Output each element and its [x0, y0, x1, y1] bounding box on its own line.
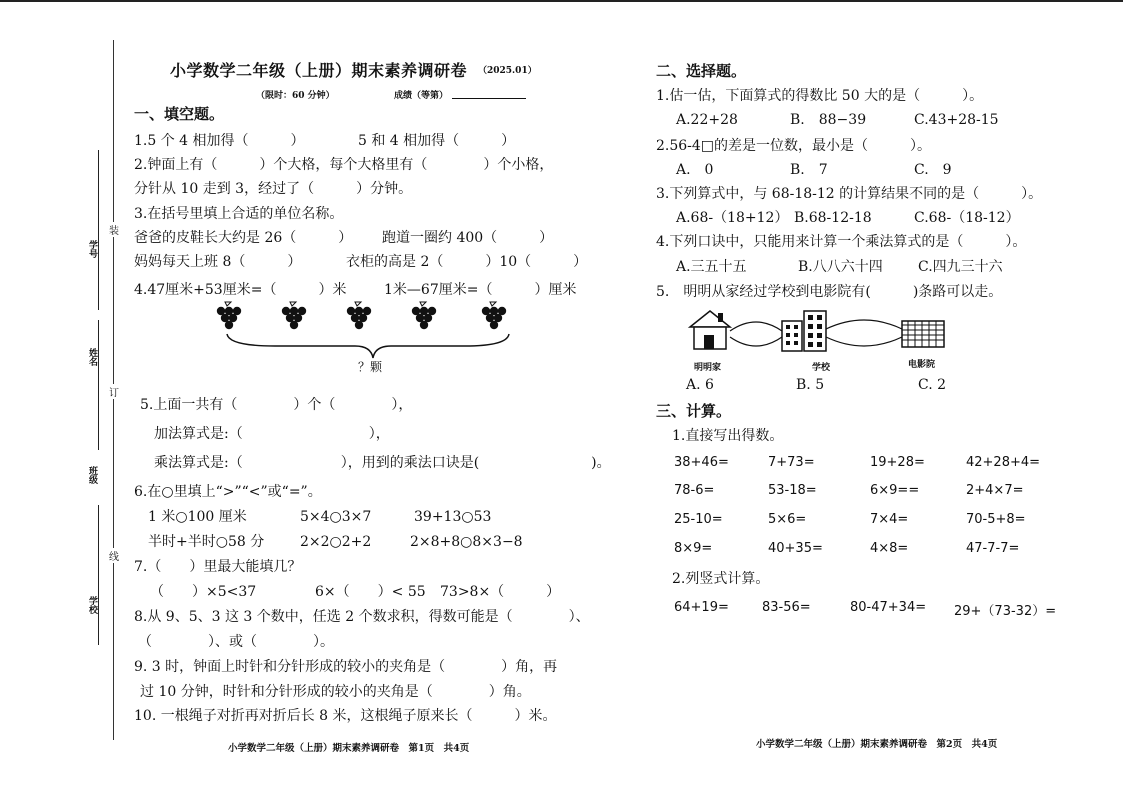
- top-border: [0, 0, 1123, 2]
- q6-r1c: 39+13○53: [414, 509, 492, 525]
- exam-title: 小学数学二年级（上册）期末素养调研卷: [170, 61, 468, 80]
- q1-a: 1.5 个 4 相加得（ ）: [134, 133, 305, 149]
- c3-option-c: C.68-（18-12）: [914, 210, 1020, 226]
- q5-line3: 乘法算式是:（ ），用到的乘法口诀是( )。: [154, 455, 611, 471]
- calc-item: 47-7-7=: [966, 541, 1020, 556]
- binding-blank-1: [98, 150, 99, 310]
- q7-line1: 7.（ ）里最大能填几？: [134, 559, 302, 575]
- grapes-illustration: [215, 298, 555, 368]
- q7-b: 6×（ ）< 55: [315, 584, 426, 600]
- q1-b: 5 和 4 相加得（ ）: [358, 133, 516, 149]
- q7-c: 73>8×（ ）: [440, 584, 561, 600]
- c5-option-c: C. 2: [918, 377, 947, 393]
- q3-row1b: 跑道一圈约 400（ ）: [382, 230, 554, 246]
- c3-option-a: A.68-（18+12）: [676, 210, 789, 226]
- calc-item: 6×9==: [870, 483, 920, 498]
- binding-blank-2: [98, 320, 99, 450]
- q3-row1a: 爸爸的皮鞋长大约是 26（ ）: [134, 230, 353, 246]
- binding-blank-3: [98, 505, 99, 645]
- house-icon: [690, 311, 730, 349]
- vertical-calc-item: 83-56=: [762, 600, 811, 615]
- calc-item: 40+35=: [768, 541, 823, 556]
- route-school-label: 学校: [812, 363, 831, 373]
- section-calculation-title: 三、计算。: [656, 402, 732, 420]
- left-footer: 小学数学二年级（上册）期末素养调研卷 第1页 共4页: [228, 743, 470, 754]
- c4-question: 4.下列口诀中，只能用来计算一个乘法算式的是（ ）。: [656, 234, 1027, 250]
- c2-option-c: C. 9: [914, 162, 952, 178]
- q2-line1: 2.钟面上有（ ）个大格，每个大格里有（ ）个小格，: [134, 157, 554, 173]
- grape-bunch-icon: [217, 302, 241, 329]
- q8-line2: （ ）、或（ ）。: [138, 634, 334, 650]
- right-footer: 小学数学二年级（上册）期末素养调研卷 第2页 共4页: [756, 739, 998, 750]
- score-label: 成绩（等第）: [394, 91, 449, 101]
- cinema-icon: [902, 321, 944, 347]
- school-icon: [782, 311, 826, 351]
- q6-r2c: 2×8+8○8×3−8: [410, 534, 523, 550]
- q5-line2: 加法算式是:（ ），: [154, 426, 390, 442]
- calc-item: 42+28+4=: [966, 455, 1041, 470]
- section-choice-title: 二、选择题。: [656, 62, 747, 80]
- vertical-calc-item: 64+19=: [674, 600, 729, 615]
- calc-item: 38+46=: [674, 455, 729, 470]
- q9-line1: 9. 3 时，钟面上时针和分针形成的较小的夹角是（ ）角，再: [134, 659, 558, 675]
- c3-question: 3.下列算式中，与 68-18-12 的计算结果不同的是（ ）。: [656, 186, 1043, 202]
- c4-option-b: B.八八六十四: [798, 259, 883, 275]
- c3-option-b: B.68-12-18: [794, 210, 872, 226]
- q3-row2b: 衣柜的高是 2（ ）10（ ）: [346, 254, 588, 270]
- c2-option-a: A. 0: [676, 162, 714, 178]
- q5-line1: 5.上面一共有（ ）个（ ），: [140, 397, 413, 413]
- calc-item: 25-10=: [674, 512, 723, 527]
- calc-item: 19+28=: [870, 455, 925, 470]
- c1-option-b: B. 88−39: [790, 112, 867, 128]
- time-limit: （限时：60 分钟）: [256, 91, 335, 101]
- q3-row2a: 妈妈每天上班 8（ ）: [134, 254, 302, 270]
- binding-mark-zhuang: 装: [109, 222, 119, 237]
- q6-r1a: 1 米○100 厘米: [148, 509, 247, 525]
- binding-mark-xian: 线: [109, 548, 119, 563]
- c5-question: 5. 明明从家经过学校到电影院有( )条路可以走。: [656, 284, 1003, 300]
- calc-item: 7+73=: [768, 455, 815, 470]
- binding-label-student-id: 学号: [87, 240, 97, 258]
- binding-mark-ding: 订: [109, 384, 119, 399]
- calc-item: 8×9=: [674, 541, 713, 556]
- route-home-label: 明明家: [694, 363, 722, 373]
- section-fill-blank-title: 一、填空题。: [134, 105, 225, 123]
- c2-question: 2.56-4□的差是一位数，最小是（ ）。: [656, 138, 932, 154]
- calc-item: 7×4=: [870, 512, 909, 527]
- calc-item: 2+4×7=: [966, 483, 1024, 498]
- calc-item: 70-5+8=: [966, 512, 1026, 527]
- calc-item: 53-18=: [768, 483, 817, 498]
- route-cinema-label: 电影院: [908, 360, 936, 370]
- c4-option-c: C.四九三十六: [918, 259, 1003, 275]
- grapes-total-label: ？颗: [358, 360, 383, 374]
- calc2-title: 2.列竖式计算。: [672, 571, 770, 587]
- q6-line1: 6.在○里填上“>”“<”或“=”。: [134, 484, 322, 500]
- q4-b: 1米—67厘米=（ ）厘米: [384, 282, 577, 298]
- c5-option-b: B. 5: [796, 377, 825, 393]
- vertical-calc-item: 80-47+34=: [850, 600, 927, 615]
- binding-label-class: 班级: [87, 466, 97, 484]
- calc-item: 5×6=: [768, 512, 807, 527]
- score-blank[interactable]: [452, 98, 526, 99]
- q6-r1b: 5×4○3×7: [300, 509, 372, 525]
- calc-item: 4×8=: [870, 541, 909, 556]
- q6-r2b: 2×2○2+2: [300, 534, 372, 550]
- binding-label-name: 姓名: [87, 348, 97, 366]
- q7-a: （ ）×5<37: [150, 584, 257, 600]
- route-diagram: [688, 309, 958, 359]
- calc1-title: 1.直接写出得数。: [672, 428, 784, 444]
- calc-item: 78-6=: [674, 483, 715, 498]
- q3-line1: 3.在括号里填上合适的单位名称。: [134, 206, 344, 222]
- q8-line1: 8.从 9、5、3 这 3 个数中，任选 2 个数求积，得数可能是（ ）、: [134, 609, 590, 625]
- q6-r2a: 半时+半时○58 分: [148, 534, 265, 550]
- c1-option-c: C.43+28-15: [914, 112, 999, 128]
- exam-date: （2025.01）: [478, 66, 537, 76]
- c5-option-a: A. 6: [686, 377, 714, 393]
- q4-a: 4.47厘米+53厘米=（ ）米: [134, 282, 347, 298]
- c1-question: 1.估一估，下面算式的得数比 50 大的是（ ）。: [656, 88, 984, 104]
- q9-line2: 过 10 分钟，时针和分针形成的较小的夹角是（ ）角。: [140, 684, 531, 700]
- c2-option-b: B. 7: [790, 162, 828, 178]
- vertical-calc-item: 29+（73-32）=: [954, 604, 1057, 619]
- c4-option-a: A.三五十五: [676, 259, 747, 275]
- c1-option-a: A.22+28: [676, 112, 738, 128]
- binding-label-school: 学校: [87, 596, 97, 614]
- q10: 10. 一根绳子对折再对折后长 8 米，这根绳子原来长（ ）米。: [134, 708, 557, 724]
- q2-line2: 分针从 10 走到 3，经过了（ ）分钟。: [134, 181, 413, 197]
